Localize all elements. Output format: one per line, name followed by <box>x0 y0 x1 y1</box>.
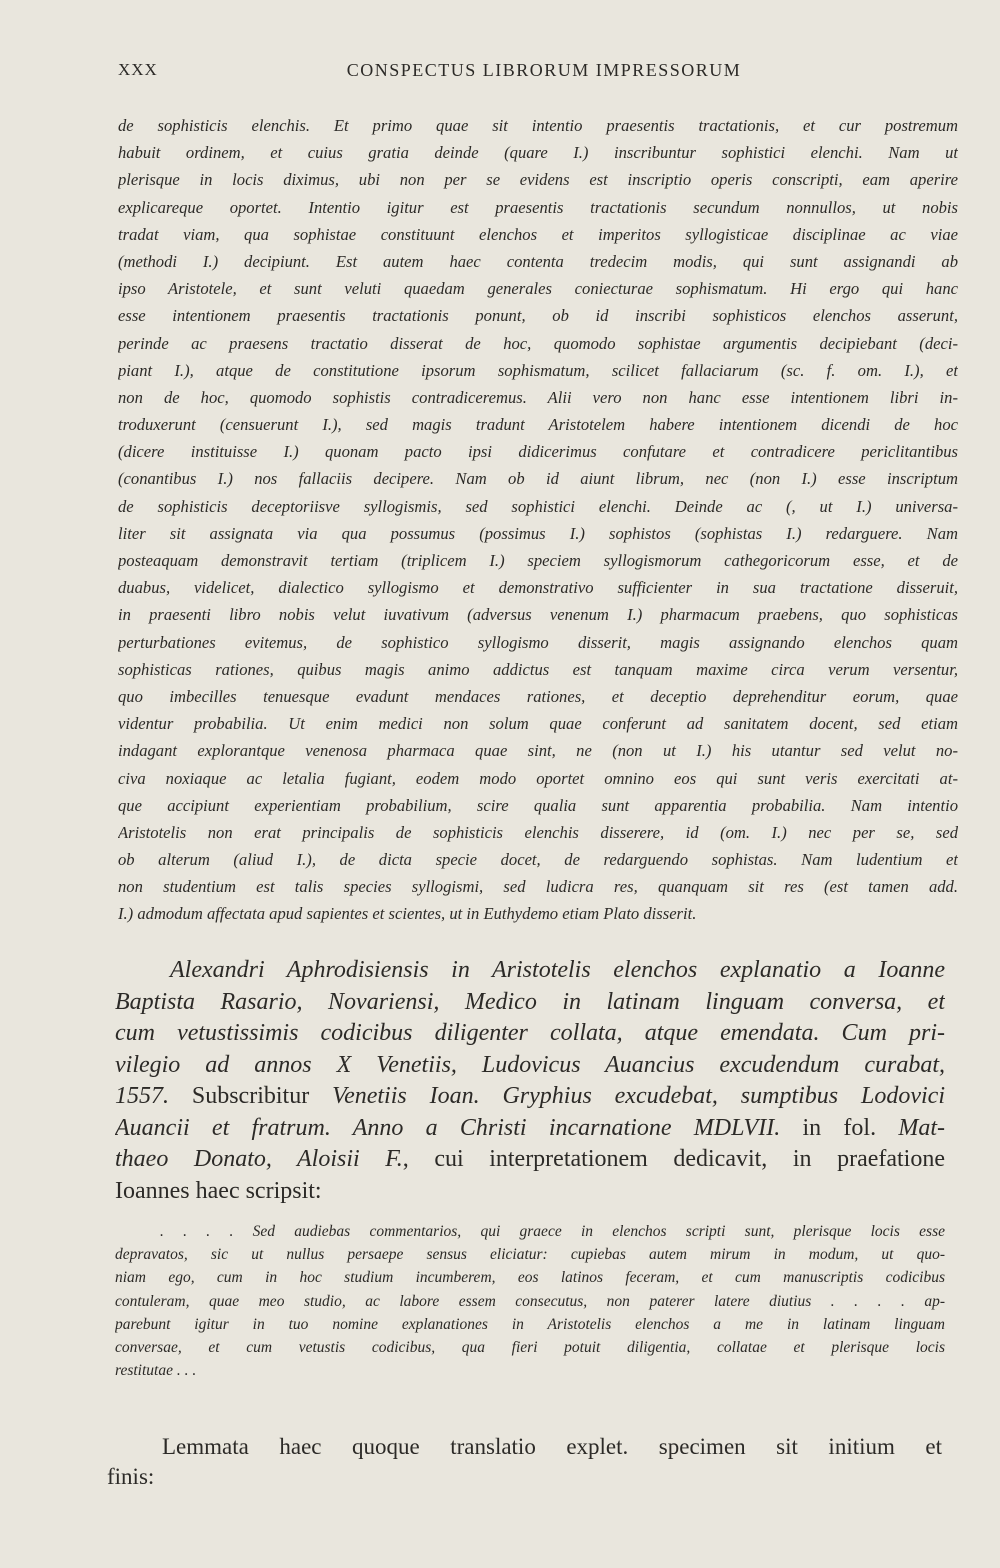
text-line <box>115 1081 945 1113</box>
italic-run: vilegio ad annos X Venetiis, Ludovicus Auancius excudendum curabat, <box>115 1051 945 1078</box>
preface-quotation <box>115 1220 945 1382</box>
text-line <box>115 1176 945 1208</box>
running-head: CONSPECTUS LIBRORUM IMPRESSORUM <box>346 60 742 80</box>
text-line: non studentium est talis species syllogismi, sed ludicra res, quanquam sit res (est tamen add. <box>118 877 958 897</box>
italic-run: Mat- <box>898 1114 945 1141</box>
italic-run: Auancii et fratrum. Anno a Christi incarnatione MDLVII. <box>115 1114 781 1141</box>
text-line: conversae, et cum vetustis codicibus, qua fieri potuit diligentia, collatae et plerisque locis <box>115 1338 945 1356</box>
roman-run: in fol. <box>780 1114 899 1141</box>
edition-description-paragraph <box>115 955 945 1207</box>
text-line: duabus, videlicet, dialectico syllogismo et demonstrativo sufficienter in sua tractatione disseruit, <box>118 578 958 598</box>
text-line <box>115 1144 945 1176</box>
text-line: de sophisticis deceptoriisve syllogismis, sed sophistici elenchi. Deinde ac (, ut I.) universa- <box>118 496 958 516</box>
text-line: quo imbecilles tenuesque evadunt mendaces rationes, et deceptio deprehenditur eorum, quae <box>118 686 958 706</box>
text-line: non de hoc, quomodo sophistis contradiceremus. Alii vero non hanc esse intentionem libri in- <box>118 387 958 407</box>
page-header <box>118 60 940 90</box>
text-line: liter sit assignata via qua possumus (possimus I.) sophistos (sophistas I.) redarguere. Nam <box>118 523 958 543</box>
roman-run: Subscribitur <box>169 1083 333 1109</box>
text-line: troduxerunt (censuerunt I.), sed magis tradunt Aristotelem habere intentionem dicendi de hoc <box>118 415 958 435</box>
text-line: (methodi I.) decipiunt. Est autem haec contenta tredecim modis, qui sunt assignandi ab <box>118 251 958 271</box>
text-line: depravatos, sic ut nullus persaepe sensus eliciatur: cupiebas autem mirum in modum, ut quo- <box>115 1246 945 1264</box>
text-line: tradat viam, qua sophistae constituunt elenchos et imperitos syllogisticae disciplinae ac viae <box>118 224 958 244</box>
italic-run: 1557. <box>115 1083 169 1109</box>
italic-run: Venetiis Ioan. Gryphius excudebat, sumptibus Lodovici <box>332 1083 945 1109</box>
text-line: habuit ordinem, et cuius gratia deinde (quare I.) inscribuntur sophistici elenchi. Nam ut <box>118 143 958 163</box>
italic-run: cum vetustissimis codicibus diligenter collata, atque emendata. Cum pri- <box>115 1020 945 1046</box>
text-line: piant I.), atque de constitutione ipsorum sophismatum, scilicet fallaciarum (sc. f. om. I.), et <box>118 360 958 380</box>
text-line: restitutae . . . <box>115 1362 197 1380</box>
text-line: que accipiunt experientiam probabilium, scire qualia sunt apparentia probabilia. Nam intentio <box>118 795 958 815</box>
text-line: indagant explorantque venenosa pharmaca quae sint, ne (non ut I.) his utantur sed velut no- <box>118 741 958 761</box>
text-line <box>115 1018 945 1050</box>
text-line: contuleram, quae meo studio, ac labore essem consecutus, non paterer latere diutius . . . . ap- <box>115 1292 945 1310</box>
text-line: esse intentionem praesentis tractationis ponunt, ob id inscribi sophisticos elenchos asserunt, <box>118 306 958 326</box>
page-number: XXX <box>118 60 158 79</box>
text-line: de sophisticis elenchis. Et primo quae sit intentio praesentis tractationis, et cur postremum <box>118 116 958 135</box>
text-line: finis: <box>107 1464 155 1489</box>
text-line: (conantibus I.) nos fallaciis decipere. Nam ob id aiunt librum, nec (non I.) esse inscriptum <box>118 469 958 489</box>
text-line: videntur probabilia. Ut enim medici non solum quae conferunt ad sanitatem docent, sed etiam <box>118 714 958 734</box>
text-line: Aristotelis non erat principalis de sophisticis elenchis disserere, id (om. I.) nec per se, sed <box>118 822 958 842</box>
text-line: posteaquam demonstravit tertiam (triplicem I.) speciem syllogismorum cathegoricorum esse, et de <box>118 551 958 570</box>
text-line: (dicere instituisse I.) quonam pacto ipsi didicerimus confutare et contradicere periclitantibus <box>118 442 958 462</box>
commentary-paragraph <box>118 112 958 928</box>
text-line: . . . . Sed audiebas commentarios, qui graece in elenchos scripti sunt, plerisque locis esse <box>160 1223 945 1240</box>
italic-run: thaeo Donato, Aloisii F. <box>115 1146 403 1172</box>
text-line: civa noxiaque ac letalia fugiant, eodem modo oportet omnino eos qui sunt veris exercitati at- <box>118 768 958 788</box>
roman-run: , cui interpretationem dedicavit, in praefatione <box>402 1146 945 1172</box>
text-line: niam ego, cum in hoc studium incumberem, eos latinos feceram, et cum manuscriptis codicibus <box>115 1269 945 1287</box>
closing-paragraph <box>107 1432 942 1492</box>
text-line: sophisticas rationes, quibus magis animo addictus est tanquam maxime circa verum versentur, <box>118 659 958 679</box>
text-line <box>115 1050 945 1082</box>
text-line: explicareque oportet. Intentio igitur est praesentis tractationis secundum nonnullos, ut nobis <box>118 197 958 217</box>
italic-run: Alexandri Aphrodisiensis in Aristotelis elenchos explanatio a Ioanne <box>170 957 945 983</box>
text-line: perturbationes evitemus, de sophistico syllogismo disserit, magis assignando elenchos quam <box>118 632 958 652</box>
text-line: ob alterum (aliud I.), de dicta specie docet, de redarguendo sophistas. Nam ludentium et <box>118 850 958 870</box>
italic-run: Baptista Rasario, Novariensi, Medico in latinam linguam conversa, et <box>115 988 945 1015</box>
text-line: plerisque in locis diximus, ubi non per se evidens est inscriptio operis conscripti, eam aperire <box>118 170 958 190</box>
roman-run: Ioannes haec scripsit: <box>115 1177 322 1204</box>
text-line <box>115 955 945 987</box>
text-line <box>115 987 945 1019</box>
text-line: in praesenti libro nobis velut iuvativum (adversus venenum I.) pharmacum praebens, quo sophisticas <box>118 605 958 625</box>
text-line: parebunt igitur in tuo nomine explanationes in Aristotelis elenchos a me in latinam linguam <box>115 1315 945 1333</box>
text-line <box>115 1113 945 1145</box>
text-line: I.) admodum affectata apud sapientes et scientes, ut in Euthydemo etiam Plato disserit. <box>118 904 697 924</box>
text-line: Lemmata haec quoque translatio explet. specimen sit initium et <box>162 1434 942 1459</box>
text-line: ipso Aristotele, et sunt veluti quaedam generales coniecturae sophismatum. Hi ergo qui hanc <box>118 279 958 299</box>
text-line: perinde ac praesens tractatio disserat de hoc, quomodo sophistae argumentis decipiebant (deci- <box>118 333 958 353</box>
